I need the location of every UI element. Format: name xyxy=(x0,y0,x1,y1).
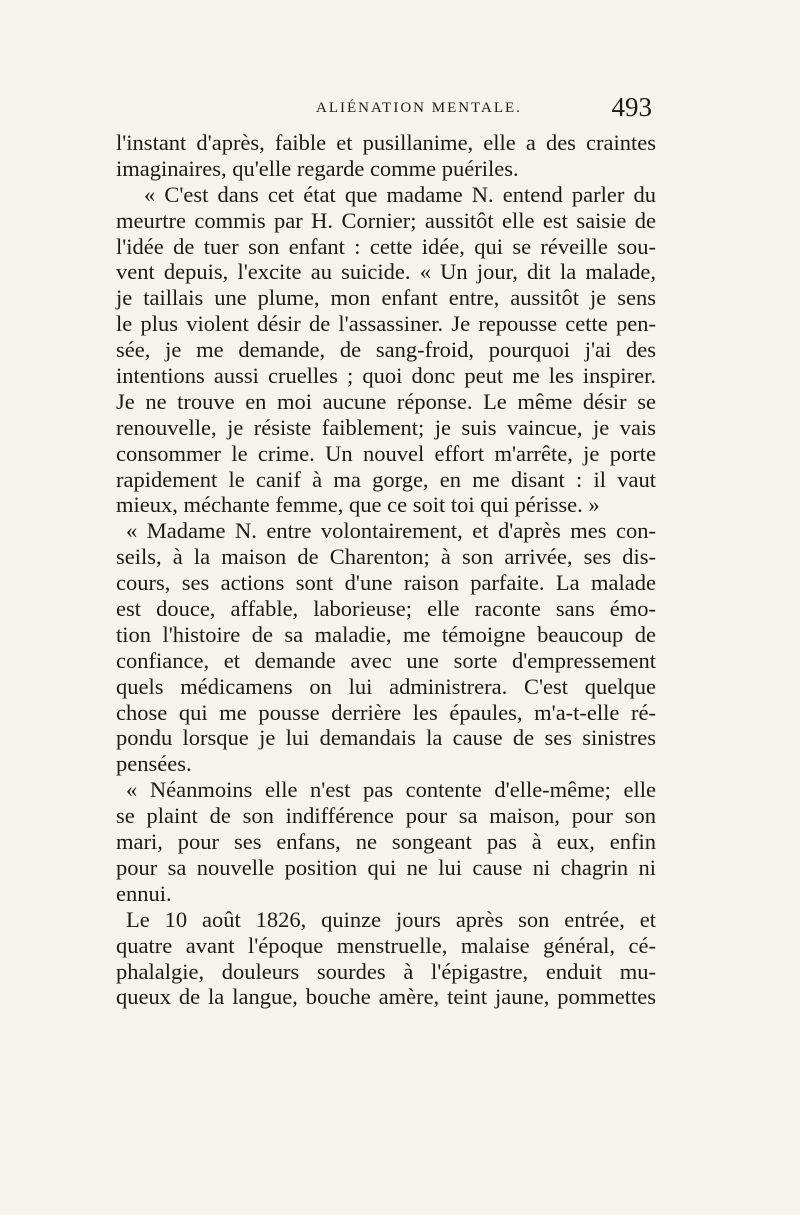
text-line: « Néanmoins elle n'est pas contente d'elle-même; elle xyxy=(126,777,656,803)
body-text xyxy=(116,130,656,1010)
text-line: sée, je me demande, de sang-froid, pourquoi j'ai des xyxy=(116,337,656,363)
page-header xyxy=(116,94,656,130)
text-line: pondu lorsque je lui demandais la cause de ses sinistres xyxy=(116,725,656,751)
text-line: queux de la langue, bouche amère, teint jaune, pommettes xyxy=(116,984,656,1010)
text-line: chose qui me pousse derrière les épaules, m'a-t-elle ré- xyxy=(116,699,656,725)
text-line: cours, ses actions sont d'une raison parfaite. La malade xyxy=(116,570,656,596)
text-line: ennui. xyxy=(116,880,172,906)
text-line: tion l'histoire de sa maladie, me témoigne beaucoup de xyxy=(116,621,656,647)
text-line: phalalgie, douleurs sourdes à l'épigastre, enduit mu- xyxy=(116,958,656,984)
page-number: 493 xyxy=(611,92,652,122)
text-line: est douce, affable, laborieuse; elle raconte sans émo- xyxy=(116,596,656,622)
text-line: seils, à la maison de Charenton; à son arrivée, ses dis- xyxy=(116,544,656,570)
text-line: confiance, et demande avec une sorte d'empressement xyxy=(116,647,656,673)
text-line: Le 10 août 1826, quinze jours après son entrée, et xyxy=(126,906,656,932)
text-line: mieux, méchante femme, que ce soit toi qui périsse. » xyxy=(116,492,600,518)
text-line: meurtre commis par H. Cornier; aussitôt elle est saisie de xyxy=(116,207,656,233)
text-line: quatre avant l'époque menstruelle, malaise général, cé- xyxy=(116,932,656,958)
text-line: mari, pour ses enfans, ne songeant pas à eux, enfin xyxy=(116,829,656,855)
text-line: imaginaires, qu'elle regarde comme puériles. xyxy=(116,155,519,181)
text-line: pensées. xyxy=(116,751,192,777)
text-line: Je ne trouve en moi aucune réponse. Le même désir se xyxy=(116,388,656,414)
text-line: intentions aussi cruelles ; quoi donc peut me les inspirer. xyxy=(116,363,656,389)
running-title: ALIÉNATION MENTALE. xyxy=(316,100,522,116)
text-line: rapidement le canif à ma gorge, en me disant : il vaut xyxy=(116,466,656,492)
text-line: se plaint de son indifférence pour sa maison, pour son xyxy=(116,803,656,829)
text-line: l'instant d'après, faible et pusillanime, elle a des craintes xyxy=(116,130,656,155)
text-line: pour sa nouvelle position qui ne lui cause ni chagrin ni xyxy=(116,854,656,880)
text-line: quels médicamens on lui administrera. C'est quelque xyxy=(116,673,656,699)
text-line: je taillais une plume, mon enfant entre, aussitôt je sens xyxy=(116,285,656,311)
text-line: « Madame N. entre volontairement, et d'après mes con- xyxy=(126,518,656,544)
text-line: consommer le crime. Un nouvel effort m'arrête, je porte xyxy=(116,440,656,466)
text-line: vent depuis, l'excite au suicide. « Un jour, dit la malade, xyxy=(116,259,656,285)
text-line: « C'est dans cet état que madame N. entend parler du xyxy=(144,181,656,207)
text-line: le plus violent désir de l'assassiner. Je repousse cette pen- xyxy=(116,311,656,337)
text-line: l'idée de tuer son enfant : cette idée, qui se réveille sou- xyxy=(116,233,656,259)
text-line: renouvelle, je résiste faiblement; je suis vaincue, je vais xyxy=(116,414,656,440)
